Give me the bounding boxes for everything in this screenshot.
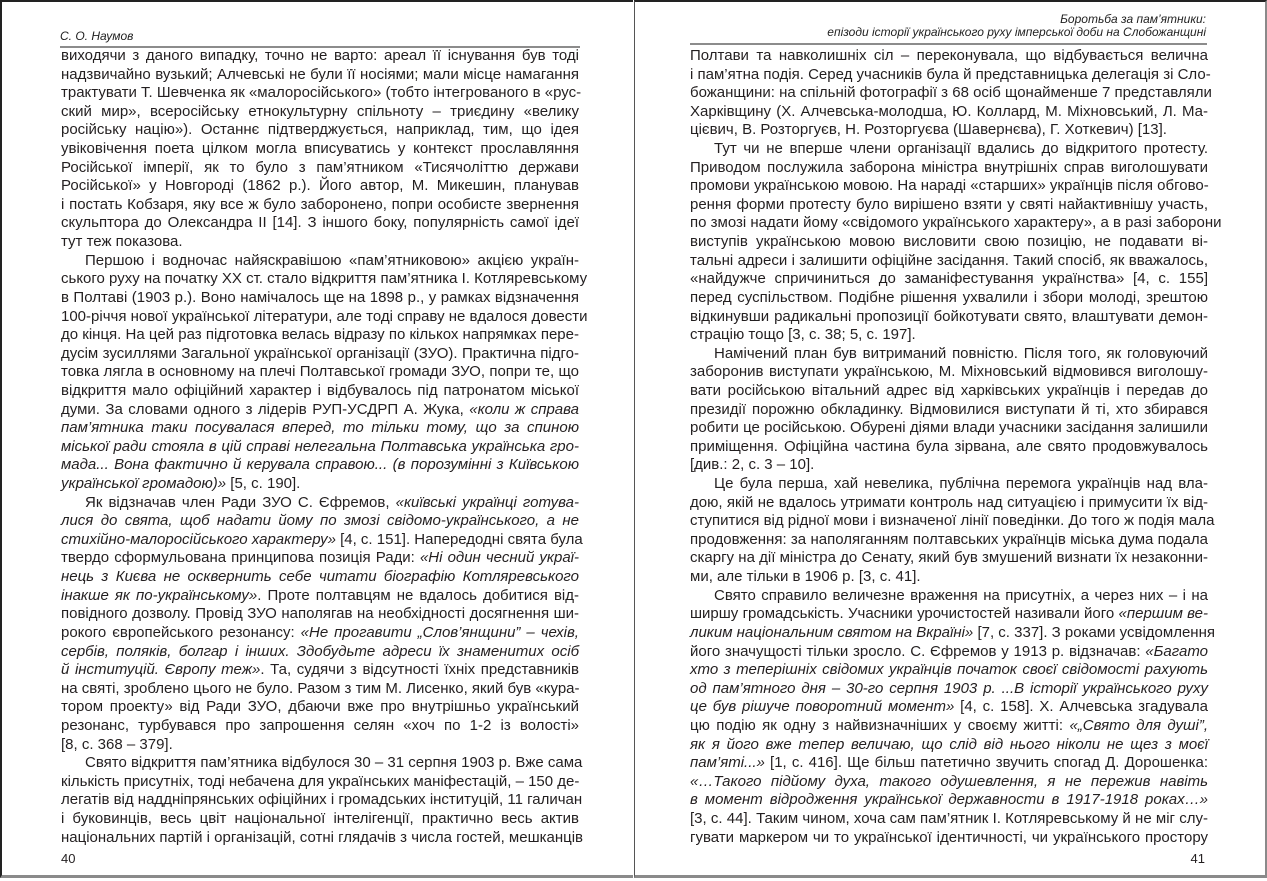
text-segment: легатів від наддніпрянських офіційних і громадських інституцій, 11 галичан xyxy=(61,791,583,809)
text-segment: [7, с. 337]. З роками усвідомлення xyxy=(973,623,1215,641)
text-line xyxy=(690,698,1208,717)
paragraph xyxy=(690,475,1215,587)
text-segment: 100-річчя нової української літератури, але тоді справу не вдалося довести xyxy=(61,307,588,325)
text-segment: і пам’ятна подія. Серед учасників була й представницька делегація зі Сло- xyxy=(690,65,1211,83)
text-line xyxy=(61,326,579,345)
text-segment: [див.: 2, с. 3 – 10]. xyxy=(690,456,815,474)
quoted-text: «Ні один чесний украї- xyxy=(419,549,579,567)
running-header-author: С. О. Наумов xyxy=(60,29,134,43)
quoted-text: «…Такого підйому духа, такого одушевлення, я не пережив навіть xyxy=(690,772,1208,790)
text-line xyxy=(61,47,579,66)
quoted-text: хто з теперішніх свідомих українців початок своєї свідомості рахують xyxy=(690,661,1208,679)
text-segment: тут теж показова. xyxy=(61,233,183,251)
text-segment: ский мир», всеросійську етнокультурну спільноту – триєдину «велику xyxy=(61,102,579,120)
text-segment: промови українською мовою. На нараді «старших» українців після обгово- xyxy=(690,177,1209,195)
text-segment: виходячи з даного випадку, точно не варто: ареал її існування був тоді xyxy=(61,47,579,64)
page-number: 41 xyxy=(1190,851,1205,866)
text-segment: [8, с. 368 – 379]. xyxy=(61,735,173,753)
text-segment: національних партій і організацій, сотні глядачів з числа гостей, мешканців xyxy=(61,828,584,846)
left-page xyxy=(0,0,633,878)
header-subtitle-line: епізоди історії українського руху імперської доби на Слобожанщині xyxy=(827,25,1206,39)
text-line xyxy=(61,252,579,271)
text-line xyxy=(690,345,1208,364)
text-line xyxy=(690,140,1208,159)
paragraph xyxy=(61,47,582,252)
text-line xyxy=(61,307,588,327)
text-segment: божанщини: на спільній фотографії з 68 осіб щонайменше 7 представляли xyxy=(690,84,1212,102)
text-line xyxy=(690,84,1212,103)
text-segment: Намічений план був витриманий повністю. Після того, як головуючий xyxy=(714,344,1208,362)
text-segment: Приводом послужила заборона міністра внутрішніх справ виголошувати xyxy=(690,158,1208,176)
text-segment: твердо сформульована принципова позиція Ради: xyxy=(61,549,420,567)
text-line xyxy=(61,828,584,848)
text-segment: і буковинців, весь цвіт національної інтелігенції, практично весь актив xyxy=(61,809,579,827)
text-segment: Це була перша, хай невелика, публічна перемога українців над вла- xyxy=(714,475,1208,493)
text-line xyxy=(690,401,1208,420)
text-segment: по змозі надати йому «свідомого українського характеру», а в разі заборони xyxy=(690,214,1222,232)
text-line xyxy=(61,512,579,531)
text-line xyxy=(690,754,1208,773)
text-line xyxy=(690,363,1208,382)
paragraph xyxy=(61,754,584,847)
text-line xyxy=(690,103,1208,122)
text-line xyxy=(690,605,1208,624)
text-segment: тором проекту» від Ради ЗУО, дбаючи вже про внутрішньо український xyxy=(61,698,579,716)
text-line xyxy=(690,214,1222,233)
text-line xyxy=(690,419,1208,438)
text-segment: Харківщину (Х. Алчевська-молодша, Ю. Коллард, М. Міхновський, Л. Ма- xyxy=(690,102,1208,120)
text-line xyxy=(690,121,1208,140)
running-header-title xyxy=(827,13,1206,39)
text-segment: страцію тощо [3, с. 38; 5, с. 197]. xyxy=(690,326,916,344)
text-segment: кількість присутніх, тоді небачена для українських маніфестацій, – 150 де- xyxy=(61,772,580,790)
page-body xyxy=(690,47,1222,847)
text-segment: в Полтаві (1903 р.). Воно намічалось ще на 1898 р., у рамках відзначення xyxy=(61,288,579,306)
text-segment: [5, с. 190]. xyxy=(226,475,301,493)
text-line xyxy=(61,66,579,85)
text-segment: [3, с. 44]. Таким чином, хоча сам пам’ятник І. Котляревському й не міг слу- xyxy=(690,809,1208,827)
text-line xyxy=(690,456,1208,475)
text-line xyxy=(61,140,579,159)
text-line xyxy=(61,680,579,699)
text-segment: російську націю»). Останнє підтверджується, наприклад, тим, що ідея xyxy=(61,121,579,139)
text-segment: думи. За словами одного з лідерів РУП-УСДРП А. Жука, xyxy=(61,400,470,418)
text-segment: [4, с. 158]. Х. Алчевська згадувала xyxy=(954,698,1208,716)
text-line xyxy=(61,345,579,364)
text-line xyxy=(690,829,1208,848)
right-page xyxy=(634,0,1267,878)
text-line xyxy=(61,494,579,513)
quoted-text: «першим ве- xyxy=(1118,605,1208,623)
text-line xyxy=(61,401,579,420)
text-segment: повідного дозволу. Провід ЗУО наполягав на необхідності досягнення ши- xyxy=(61,605,579,623)
text-segment: виступів українською мовою висловити свою позицію, не подавати ві- xyxy=(690,233,1208,251)
page-body xyxy=(61,47,588,847)
quoted-text: інакше як по-українському» xyxy=(61,586,258,604)
text-segment: надзвичайно вузький; Алчевські не були її носіями; мали місце намагання xyxy=(61,65,579,83)
text-segment: Російської імперії, як то було з пам’ятником «Тисячоліттю держави xyxy=(61,158,579,176)
text-line xyxy=(61,754,583,773)
text-line xyxy=(61,103,579,122)
text-line xyxy=(61,773,579,792)
text-segment: тальні адреси і залишити офіційне засідання. Такий спосіб, як вважалось, xyxy=(690,251,1208,269)
text-segment: резонанс, турбувався про запрошення селян «хоч по 1-2 із волості» xyxy=(61,716,579,734)
quoted-text: як я його вже тепер величаю, що слід від нього ніколи не щез з моєї xyxy=(690,735,1208,753)
text-segment: робити це російською. Обурені діями влади учасники засідання залишили xyxy=(690,419,1208,437)
text-segment: продовження: за наполяганням полтавських українців міська дума подала xyxy=(690,530,1208,548)
paragraph xyxy=(690,47,1212,140)
text-line xyxy=(61,419,579,438)
quoted-text: української громадою)» xyxy=(61,475,227,493)
text-line xyxy=(61,475,579,494)
quoted-text: стихійно-малоросійського характеру» xyxy=(61,530,336,548)
text-line xyxy=(61,791,583,810)
text-line xyxy=(690,270,1208,289)
text-line xyxy=(61,456,579,475)
text-segment: Тут чи не вперше члени організації вдались до відкритого протесту. xyxy=(714,140,1208,158)
text-line xyxy=(61,233,579,252)
text-line xyxy=(61,624,579,643)
text-line xyxy=(690,791,1208,810)
paragraph xyxy=(61,493,583,755)
text-line xyxy=(690,289,1208,308)
text-segment: Свято відкриття пам’ятника відбулося 30 – 31 серпня 1903 р. Вже сама xyxy=(85,754,583,772)
text-segment: Першою і водночас найяскравішою «пам’ятниковою» акцією україн- xyxy=(85,251,579,269)
text-line xyxy=(690,159,1208,178)
text-segment: дою, якій не вдалось утримати контроль над ситуацією і примусити їх від- xyxy=(690,493,1208,511)
text-line xyxy=(61,661,579,680)
text-line xyxy=(61,382,579,401)
text-segment: скаргу на дії міністра до Сенату, який був змушений визнати їх незаконни- xyxy=(690,549,1208,567)
text-segment: скульптора до Олександра ІІ [14]. З іншого боку, популярність самої ідеї xyxy=(61,214,579,232)
text-segment: товка лягла в основному на плечі Полтавської громади ЗУО, попри те, що xyxy=(61,363,579,381)
text-segment: [4, с. 151]. Напередодні свята була xyxy=(335,530,583,548)
text-segment: рення форми протесту було вирішено взяти у святі найактивнішу участь, xyxy=(690,195,1208,213)
text-segment: Полтави та навколишніх сіл – переконувала, що відбувається велична xyxy=(690,47,1208,64)
header-title-line: Боротьба за пам’ятники: xyxy=(1060,12,1206,26)
quoted-text: мада... Вона фактично й керувала справою... (в порозумінні з Київською xyxy=(61,456,579,474)
text-line xyxy=(690,475,1208,494)
text-segment: увіковічення поета цілком могла вписуватись у контекст прославляння xyxy=(61,140,579,158)
text-line xyxy=(61,289,579,308)
text-segment: ширшу громадськість. Учасники урочистостей називали його xyxy=(690,605,1119,623)
text-line xyxy=(690,47,1208,66)
quoted-text: пам’яті...» xyxy=(690,754,765,772)
text-line xyxy=(61,196,579,215)
text-segment: . Проте полтавцям не вдалось добитися від- xyxy=(257,586,579,604)
text-segment: до кінця. На цей раз підготовка велась відразу по кількох напрямках пере- xyxy=(61,326,579,344)
text-line xyxy=(690,438,1208,457)
page-number: 40 xyxy=(61,851,76,866)
text-line xyxy=(690,177,1208,196)
text-segment: цю подію як одну з найвизначніших у своєму житті: xyxy=(690,716,1070,734)
quoted-text: «коли ж справа xyxy=(469,400,579,418)
text-line xyxy=(690,623,1215,643)
quoted-text: сербів, поляків, болгар і інших. Здобудьте адреси їх знаменитих осіб xyxy=(61,642,579,660)
text-line xyxy=(690,661,1208,680)
text-segment: цієвич, В. Розторгуєв, Н. Розторгуєва (Шавернєва), Г. Хоткевич) [13]. xyxy=(690,121,1167,139)
text-segment: рокого європейського резонансу: xyxy=(61,623,301,641)
quoted-text: нець з Києва не осквернить себе читати біографію Котляревського xyxy=(61,568,579,586)
text-line xyxy=(61,698,579,717)
text-line xyxy=(690,587,1208,606)
text-line xyxy=(61,177,579,196)
text-line xyxy=(61,587,579,606)
text-line xyxy=(61,438,579,457)
text-line xyxy=(61,717,579,736)
text-line xyxy=(690,773,1208,792)
text-line xyxy=(690,549,1208,568)
paragraph xyxy=(690,345,1208,475)
text-line xyxy=(690,65,1211,85)
text-line xyxy=(61,270,588,289)
header-rule xyxy=(690,43,1207,45)
text-line xyxy=(690,512,1215,531)
text-line xyxy=(61,810,579,829)
quoted-text: од пам’ятного дня – 30-го серпня 1903 р. ...В історії українського руху xyxy=(690,679,1208,697)
quoted-text: пам’ятника таки посувалася вперед, то тільки тому, що за спиною xyxy=(61,419,579,437)
text-segment: . Та, судячи з відсутності їхніх представників xyxy=(260,661,579,679)
text-segment: вати російською вітальний адрес від харківських українців і передав до xyxy=(690,381,1208,399)
text-line xyxy=(690,531,1208,550)
quoted-text: «Багато xyxy=(1145,642,1208,660)
text-segment: і постать Кобзаря, яку все ж було заборонено, попри особисте звернення xyxy=(61,195,579,213)
text-line xyxy=(61,530,583,550)
text-segment: гувати маркером чи то української ідентичності, чи українського простору xyxy=(690,828,1208,846)
text-line xyxy=(690,252,1208,271)
quoted-text: й інституцій. Європу теж» xyxy=(61,661,261,679)
quoted-text: міської ради стояла в цій справі нелегальна Полтавська українська гро- xyxy=(61,437,579,455)
text-segment: відкриття мало офіційний характер і відбувалось під патронатом міської xyxy=(61,381,579,399)
text-line xyxy=(690,810,1208,829)
text-line xyxy=(61,736,579,755)
text-line xyxy=(61,605,579,624)
text-line xyxy=(61,84,582,103)
text-line xyxy=(690,326,1208,345)
text-line xyxy=(690,233,1208,252)
text-line xyxy=(61,159,579,178)
text-line xyxy=(690,643,1208,662)
text-segment: ського руху на початку ХХ ст. стало відкриття пам’ятника І. Котляревському xyxy=(61,270,588,288)
text-segment: Російської» у Новгороді (1862 р.). Його автор, М. Микешин, планував xyxy=(61,177,579,195)
text-segment: Як відзначав член Ради ЗУО С. Єфремов, xyxy=(85,493,396,511)
text-segment: президії порожню обкладинку. Відмовилися виступати й ті, хто збирався xyxy=(690,400,1208,418)
paragraph xyxy=(690,140,1222,345)
text-line xyxy=(61,643,579,662)
text-segment: дусім зусиллями Загальної української організації (ЗУО). Практична підго- xyxy=(61,344,579,362)
text-line xyxy=(690,196,1208,215)
text-line xyxy=(690,382,1208,401)
text-segment: Свято справило величезне враження на присутніх, а через них – і на xyxy=(714,586,1208,604)
text-segment: на святі, зроблено цього не було. Разом з тим М. Лисенко, який був «кура- xyxy=(61,679,580,697)
text-line xyxy=(61,549,579,568)
paragraph xyxy=(690,586,1215,848)
text-line xyxy=(61,363,579,382)
quoted-text: ликим національним святом на Вкраїні» xyxy=(690,623,974,641)
text-line xyxy=(61,568,579,587)
text-line xyxy=(690,494,1208,513)
quoted-text: в момент відродження української державности в 1917-1918 роках…» xyxy=(690,791,1208,809)
text-line xyxy=(61,121,579,140)
text-line xyxy=(61,214,579,233)
text-segment: «найдужче спричиниться до заманіфестування українства» [4, с. 155] xyxy=(690,270,1208,288)
text-segment: заборонив виступати українською, М. Міхновський відмовився виголошу- xyxy=(690,363,1208,381)
text-segment: ми, але тільки в 1906 р. [3, с. 41]. xyxy=(690,568,921,586)
text-segment: відкинувши радикальні пропозиції бойкотувати свято, влаштувати демон- xyxy=(690,307,1208,325)
text-segment: [1, с. 416]. Ще більш патетично звучить спогад Д. Дорошенка: xyxy=(764,754,1208,772)
quoted-text: «„Свято для душі”, xyxy=(1069,716,1208,734)
text-segment: приміщення. Офіційна частина була зірвана, але свято продовжувалось xyxy=(690,437,1208,455)
text-segment: перед суспільством. Подібне рішення ухвалили і збори молоді, зрештою xyxy=(690,288,1208,306)
text-segment: трактувати Т. Шевченка як «малоросійського» (тобто інтегрованого в «рус- xyxy=(61,84,582,102)
paragraph xyxy=(61,251,588,494)
text-segment: ступитися від рідної мови і визначеної лінії поведінки. До того ж подія мала xyxy=(690,512,1215,530)
quoted-text: «київські українці готува- xyxy=(395,493,579,511)
text-line xyxy=(690,568,1208,587)
text-line xyxy=(690,736,1208,755)
text-segment: його значущості тільки зросло. С. Єфремов у 1913 р. відзначав: xyxy=(690,642,1146,660)
text-line xyxy=(690,308,1208,327)
quoted-text: це був рішуче поворотний момент» xyxy=(690,698,955,716)
text-line xyxy=(690,717,1208,736)
quoted-text: «Не прогавити „Слов’янщини” – чехів, xyxy=(300,623,579,641)
text-line xyxy=(690,680,1208,699)
quoted-text: лися до свята, щоб надати йому по змозі свідомо-українського, а не xyxy=(61,512,579,530)
